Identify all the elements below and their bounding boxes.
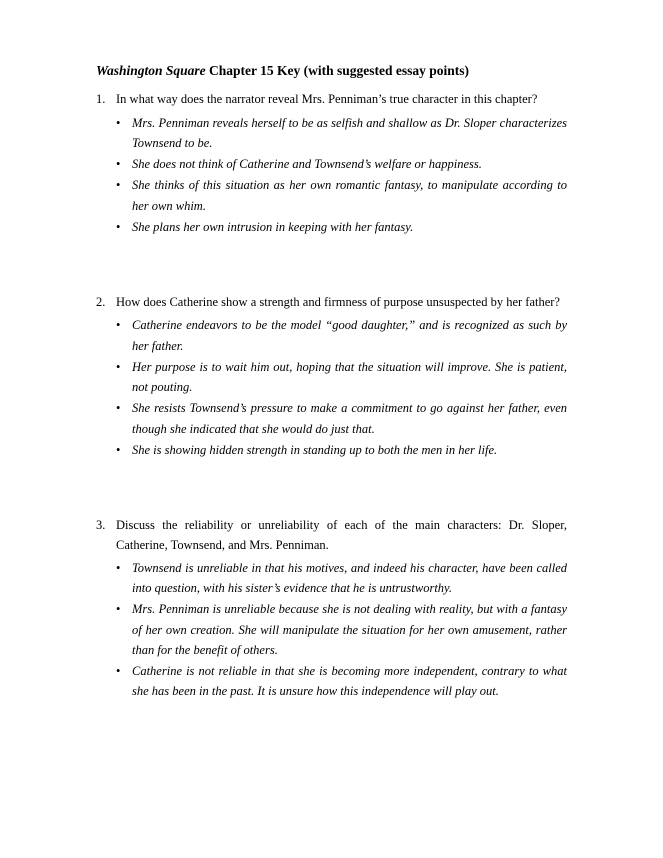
list-item: • She does not think of Catherine and Townsend’s welfare or happiness. [96, 154, 567, 174]
question-line [96, 90, 567, 109]
list-item: • Catherine endeavors to be the model “good daughter,” and is recognized as such by her father. [96, 315, 567, 356]
question-line [96, 293, 567, 312]
question-number: 3. [96, 518, 106, 533]
question-item-1 [96, 90, 567, 237]
answer-points-list [96, 558, 567, 702]
question-item-3 [96, 516, 567, 702]
question-prompt: How does Catherine show a strength and firmness of purpose unsuspected by her father? [116, 295, 560, 310]
question-prompt: Discuss the reliability or unreliability of each of the main characters: Dr. Sloper, Catherine, Townsend, and Mrs. Penniman. [116, 518, 567, 552]
list-item: • Catherine is not reliable in that she is becoming more independent, contrary to what she has been in the past. It is unsure how this independence will play out. [96, 661, 567, 702]
question-number: 2. [96, 295, 106, 310]
page-title-work-name: Washington Square [96, 63, 206, 78]
list-item: • She is showing hidden strength in standing up to both the men in her life. [96, 440, 567, 460]
question-item-2 [96, 293, 567, 460]
section-spacer [96, 271, 567, 293]
question-number: 1. [96, 92, 106, 107]
list-item: • Her purpose is to wait him out, hoping that the situation will improve. She is patient, not pouting. [96, 357, 567, 398]
list-item: • She thinks of this situation as her own romantic fantasy, to manipulate according to her own whim. [96, 175, 567, 216]
list-item: • Mrs. Penniman is unreliable because she is not dealing with reality, but with a fantasy of her own creation. She will manipulate the situation for her own amusement, rather than for the benefit of others. [96, 599, 567, 660]
list-item: • Mrs. Penniman reveals herself to be as selfish and shallow as Dr. Sloper characterizes Townsend to be. [96, 113, 567, 154]
list-item: • Townsend is unreliable in that his motives, and indeed his character, have been called into question, with his sister’s evidence that he is untrustworthy. [96, 558, 567, 599]
list-item: • She resists Townsend’s pressure to make a commitment to go against her father, even though she indicated that she would do just that. [96, 398, 567, 439]
question-line [96, 516, 567, 555]
page-title-rest: Chapter 15 Key (with suggested essay points) [205, 63, 470, 78]
question-prompt: In what way does the narrator reveal Mrs. Penniman’s true character in this chapter? [116, 92, 538, 107]
section-spacer [96, 494, 567, 516]
answer-points-list [96, 113, 567, 238]
page-title [96, 62, 567, 80]
list-item: • She plans her own intrusion in keeping with her fantasy. [96, 217, 567, 237]
answer-points-list [96, 315, 567, 460]
